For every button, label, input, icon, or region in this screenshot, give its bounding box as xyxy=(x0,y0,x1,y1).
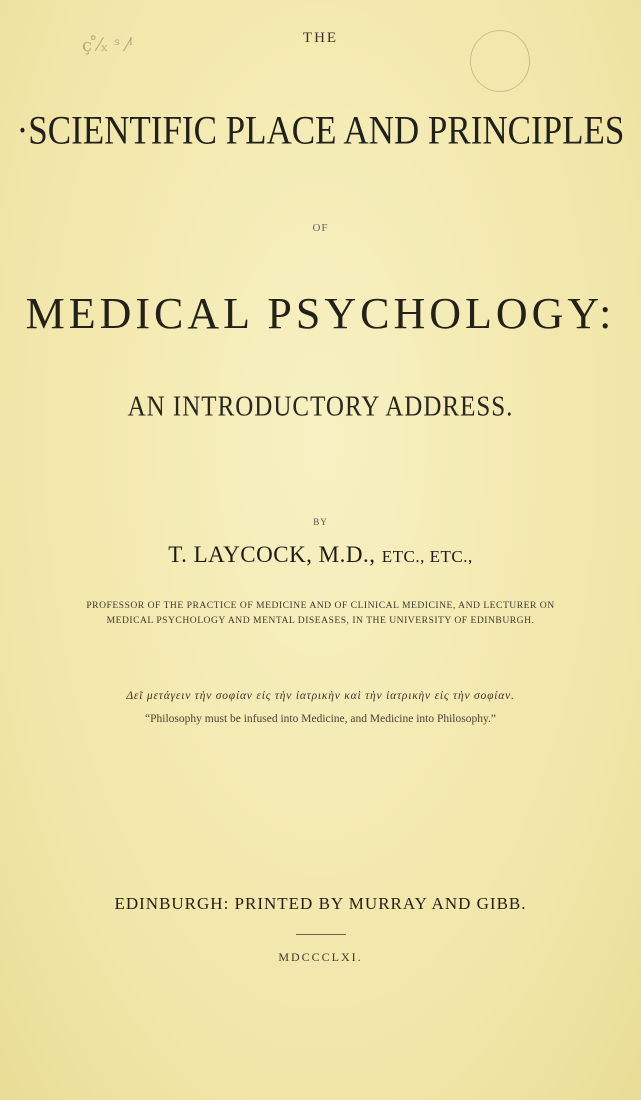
title-of: OF xyxy=(312,222,329,234)
imprint-date: MDCCCLXI. xyxy=(278,950,363,964)
title-article: THE xyxy=(302,30,339,46)
byline-by: BY xyxy=(313,517,328,527)
author-credentials xyxy=(0,598,641,628)
handwritten-marks: ç ̊⁄ₓ ˢ ⁄ˡ xyxy=(82,35,134,56)
subtitle: AN INTRODUCTORY ADDRESS. xyxy=(127,392,514,423)
epigraph-english: “Philosophy must be infused into Medicine, and Medicine into Philosophy.” xyxy=(145,713,496,725)
credentials-line-1: PROFESSOR OF THE PRACTICE OF MEDICINE AND OF CLINICAL MEDICINE, AND LECTURER ON xyxy=(86,600,555,611)
author-line xyxy=(0,542,641,568)
imprint-publisher: EDINBURGH: PRINTED BY MURRAY AND GIBB. xyxy=(114,894,527,913)
subject-title: MEDICAL PSYCHOLOGY: xyxy=(25,289,616,338)
credentials-line-2: MEDICAL PSYCHOLOGY AND MENTAL DISEASES, IN THE UNIVERSITY OF EDINBURGH. xyxy=(106,615,535,626)
imprint-rule xyxy=(296,934,346,935)
main-title: ·SCIENTIFIC PLACE AND PRINCIPLES xyxy=(16,108,625,153)
author-name: T. LAYCOCK, M.D., xyxy=(168,542,382,567)
author-etc: ETC., ETC., xyxy=(381,547,473,566)
epigraph-greek: Δεῖ μετάγειν τὴν σοφίαν εἰς τὴν ἰατρικὴν καὶ τὴν ἰατρικὴν εἰς τὴν σοφίαν. xyxy=(126,690,515,702)
